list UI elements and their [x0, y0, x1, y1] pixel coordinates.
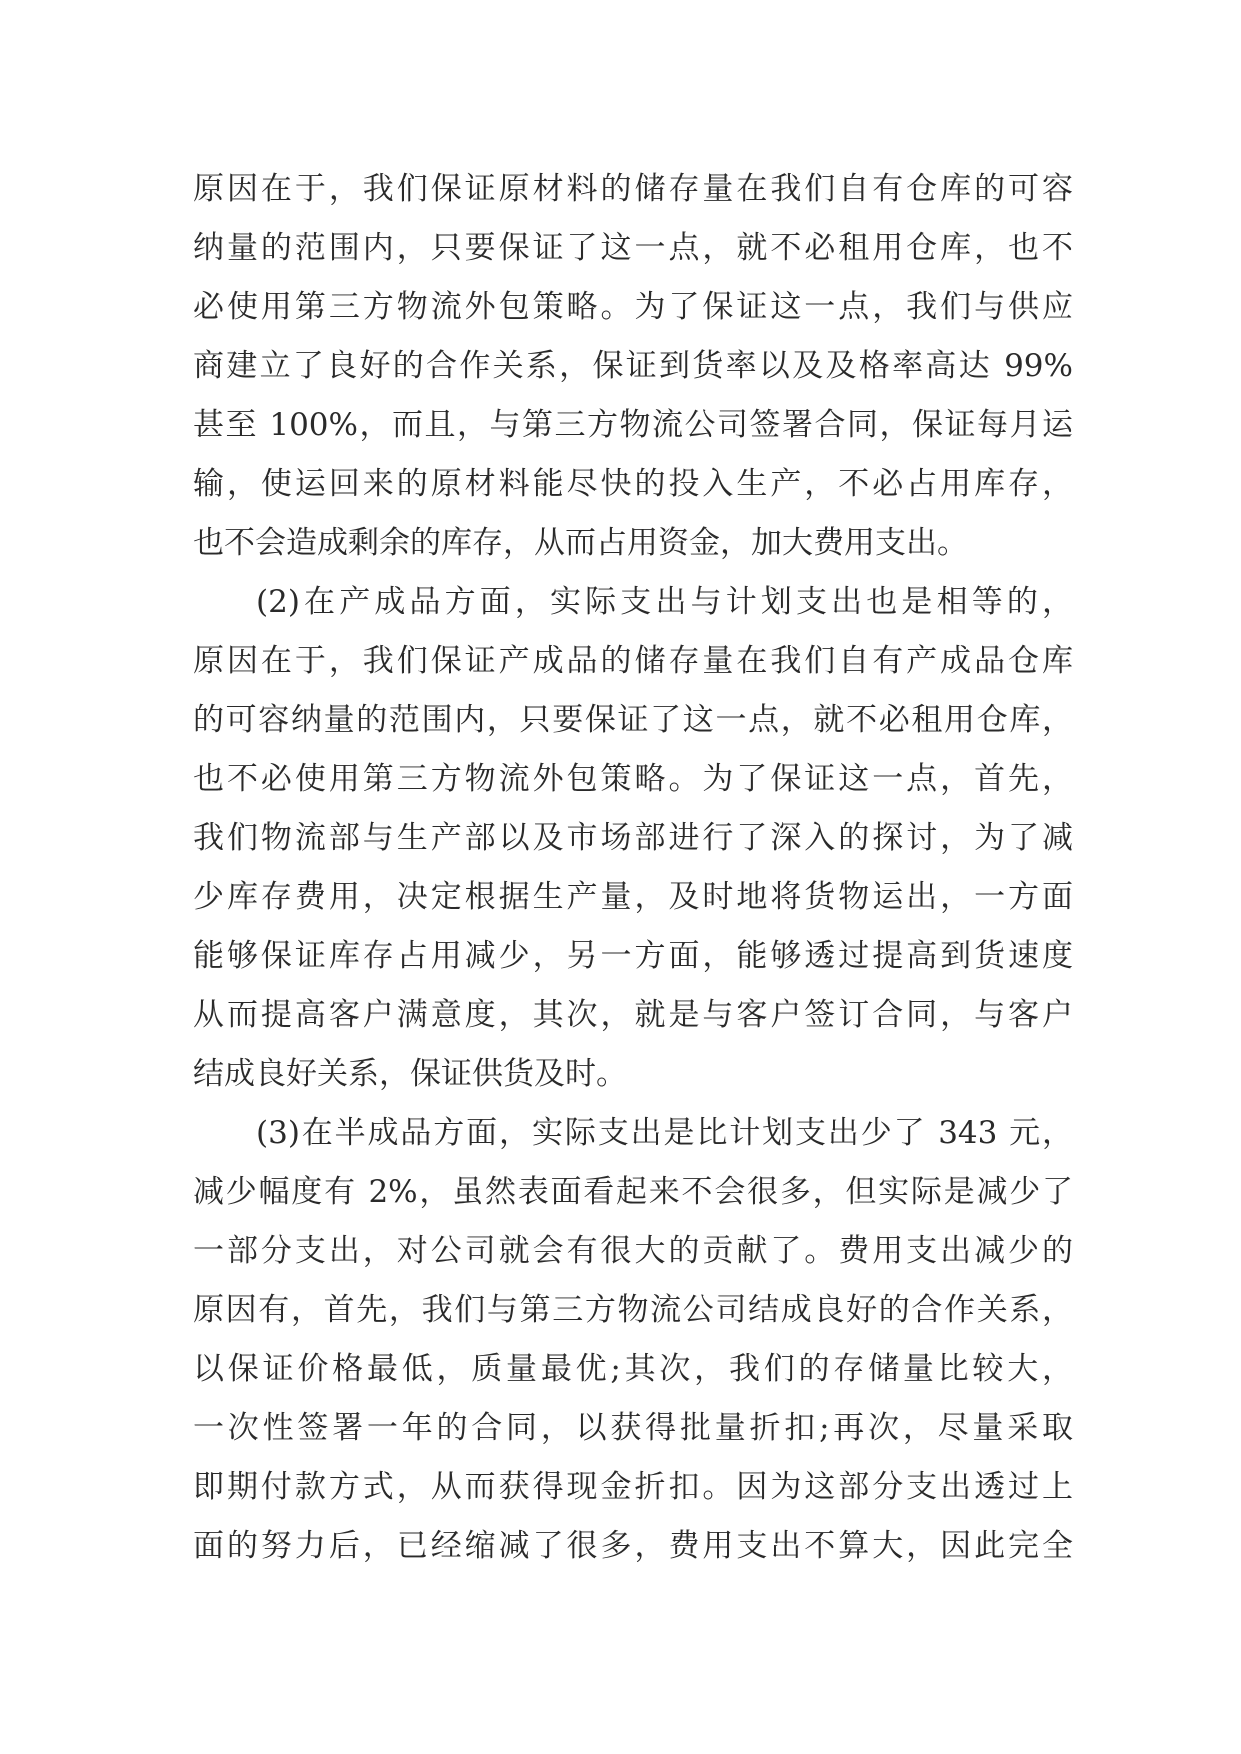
- text-line: 原因在于，我们保证原材料的储存量在我们自有仓库的可容: [193, 171, 1073, 207]
- paragraph-first-line: (3)在半成品方面，实际支出是比计划支出少了 343 元，: [256, 1115, 1073, 1151]
- text-line: 结成良好关系，保证供货及时。: [193, 1056, 627, 1092]
- text-line: 减少幅度有 2%，虽然表面看起来不会很多，但实际是减少了: [193, 1174, 1073, 1210]
- text-line: 以保证价格最低，质量最优;其次，我们的存储量比较大，: [193, 1351, 1073, 1387]
- text-line: 我们物流部与生产部以及市场部进行了深入的探讨，为了减: [193, 820, 1073, 856]
- text-line: 输，使运回来的原材料能尽快的投入生产，不必占用库存，: [193, 466, 1073, 502]
- text-line: 纳量的范围内，只要保证了这一点，就不必租用仓库，也不: [193, 230, 1073, 266]
- text-line: 能够保证库存占用减少，另一方面，能够透过提高到货速度: [193, 938, 1073, 974]
- text-line: 甚至 100%，而且，与第三方物流公司签署合同，保证每月运: [193, 407, 1073, 443]
- text-line: 一部分支出，对公司就会有很大的贡献了。费用支出减少的: [193, 1233, 1073, 1269]
- body-text: [193, 160, 1073, 1576]
- text-line: 少库存费用，决定根据生产量，及时地将货物运出，一方面: [193, 879, 1073, 915]
- text-line: 即期付款方式，从而获得现金折扣。因为这部分支出透过上: [193, 1469, 1073, 1505]
- text-line: 原因有，首先，我们与第三方物流公司结成良好的合作关系，: [193, 1292, 1073, 1328]
- text-line: 必使用第三方物流外包策略。为了保证这一点，我们与供应: [193, 289, 1073, 325]
- text-line: 一次性签署一年的合同，以获得批量折扣;再次，尽量采取: [193, 1410, 1073, 1446]
- text-line: 原因在于，我们保证产成品的储存量在我们自有产成品仓库: [193, 643, 1073, 679]
- text-line: 也不会造成剩余的库存，从而占用资金，加大费用支出。: [193, 525, 968, 561]
- text-line: 的可容纳量的范围内，只要保证了这一点，就不必租用仓库，: [193, 702, 1073, 738]
- text-line: 从而提高客户满意度，其次，就是与客户签订合同，与客户: [193, 997, 1073, 1033]
- text-line: 商建立了良好的合作关系，保证到货率以及及格率高达 99%: [193, 348, 1073, 384]
- paragraph-first-line: (2)在产成品方面，实际支出与计划支出也是相等的，: [256, 584, 1073, 620]
- text-line: 也不必使用第三方物流外包策略。为了保证这一点，首先，: [193, 761, 1073, 797]
- text-line: 面的努力后，已经缩减了很多，费用支出不算大，因此完全: [193, 1528, 1073, 1564]
